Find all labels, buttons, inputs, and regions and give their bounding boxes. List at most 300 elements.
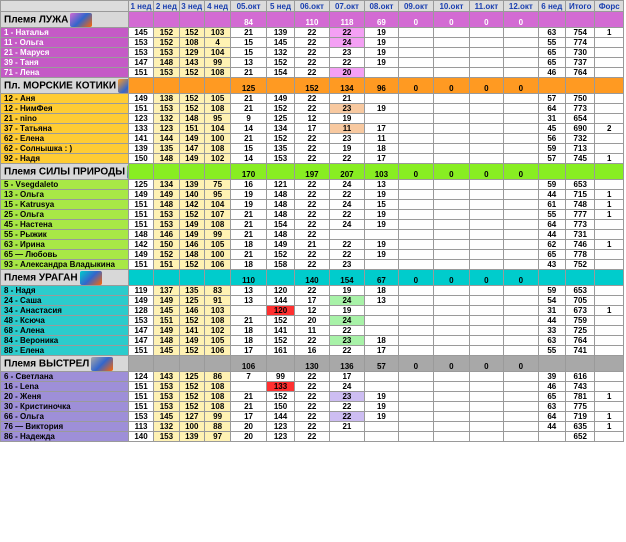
member-row <box>1 94 624 104</box>
score-cell: 22 <box>329 210 365 220</box>
score-cell <box>469 326 503 336</box>
score-cell: 22 <box>295 220 329 230</box>
score-cell: 152 <box>266 134 294 144</box>
score-cell: 24 <box>329 296 365 306</box>
score-cell: 145 <box>154 412 179 422</box>
team-total-cell <box>154 356 179 372</box>
score-cell: 13 <box>231 58 267 68</box>
score-cell: 19 <box>365 240 398 250</box>
score-cell: 22 <box>329 402 365 412</box>
member-row <box>1 38 624 48</box>
column-header: 06.окт <box>295 1 329 12</box>
team-logo-icon <box>91 357 113 371</box>
team-title: Племя СИЛЫ ПРИРОДЫ <box>4 166 125 178</box>
team-title: Племя УРАГАН <box>4 272 78 284</box>
score-cell <box>398 114 434 124</box>
score-cell: 83 <box>204 286 230 296</box>
score-cell: 148 <box>154 154 179 164</box>
score-cell: 20 <box>329 68 365 78</box>
member-name: 93 - Александра Владыкина <box>1 260 129 270</box>
score-cell: 777 <box>566 210 595 220</box>
column-header: 09.окт <box>398 1 434 12</box>
score-cell <box>504 240 538 250</box>
member-row <box>1 372 624 382</box>
score-cell: 152 <box>266 336 294 346</box>
score-cell: 17 <box>365 124 398 134</box>
score-cell: 24 <box>329 316 365 326</box>
score-cell: 152 <box>179 210 204 220</box>
score-cell: 151 <box>128 200 153 210</box>
score-cell <box>504 260 538 270</box>
score-cell: 22 <box>329 326 365 336</box>
member-name: 11 - Ольга <box>1 38 129 48</box>
member-name: 76 — Виктория <box>1 422 129 432</box>
score-cell: 21 <box>231 220 267 230</box>
score-cell: 17 <box>295 296 329 306</box>
score-cell: 141 <box>179 326 204 336</box>
member-name: 24 - Саша <box>1 296 129 306</box>
score-cell: 103 <box>204 28 230 38</box>
member-name: 20 - Женя <box>1 392 129 402</box>
score-cell: 113 <box>128 422 153 432</box>
score-cell <box>365 260 398 270</box>
score-cell <box>434 58 470 68</box>
team-total-cell <box>128 164 153 180</box>
score-cell <box>469 68 503 78</box>
team-total-cell <box>566 78 595 94</box>
score-cell: 19 <box>365 190 398 200</box>
score-cell: 778 <box>566 250 595 260</box>
score-cell: 22 <box>295 104 329 114</box>
score-cell: 737 <box>566 58 595 68</box>
team-header-row <box>1 12 624 28</box>
score-cell: 55 <box>538 346 565 356</box>
member-row <box>1 346 624 356</box>
member-name: 12 - НимФея <box>1 104 129 114</box>
score-cell <box>365 326 398 336</box>
score-cell: 152 <box>266 392 294 402</box>
score-cell: 152 <box>154 28 179 38</box>
score-cell: 95 <box>204 114 230 124</box>
team-total-cell <box>566 12 595 28</box>
member-name: 25 - Ольга <box>1 210 129 220</box>
score-cell: 31 <box>538 306 565 316</box>
score-cell: 14 <box>231 124 267 134</box>
score-cell: 134 <box>154 180 179 190</box>
score-cell: 773 <box>566 104 595 114</box>
score-cell <box>365 432 398 442</box>
score-cell: 108 <box>204 402 230 412</box>
score-cell <box>231 382 267 392</box>
team-title: Племя ВЫСТРЕЛ <box>4 358 90 370</box>
score-cell: 22 <box>295 372 329 382</box>
score-cell <box>434 114 470 124</box>
score-cell: 91 <box>204 296 230 306</box>
member-row <box>1 326 624 336</box>
score-cell: 21 <box>231 402 267 412</box>
team-total-cell: 0 <box>434 270 470 286</box>
member-row <box>1 104 624 114</box>
score-cell: 22 <box>295 412 329 422</box>
score-cell: 104 <box>204 48 230 58</box>
score-cell <box>469 372 503 382</box>
score-cell: 148 <box>179 250 204 260</box>
score-cell: 135 <box>154 144 179 154</box>
team-total-cell: 0 <box>504 356 538 372</box>
score-cell <box>504 200 538 210</box>
score-cell: 134 <box>266 124 294 134</box>
member-row <box>1 336 624 346</box>
team-total-cell: 154 <box>329 270 365 286</box>
score-cell <box>595 94 624 104</box>
score-cell: 54 <box>538 296 565 306</box>
score-cell: 144 <box>154 134 179 144</box>
column-header: 12.окт <box>504 1 538 12</box>
score-cell: 17 <box>365 346 398 356</box>
score-cell <box>398 180 434 190</box>
score-cell <box>504 38 538 48</box>
score-cell: 148 <box>266 190 294 200</box>
score-cell: 635 <box>566 422 595 432</box>
score-cell <box>398 316 434 326</box>
score-cell <box>504 422 538 432</box>
score-cell <box>434 134 470 144</box>
score-cell: 22 <box>329 346 365 356</box>
team-total-cell: 0 <box>469 164 503 180</box>
score-cell: 44 <box>538 316 565 326</box>
score-cell <box>469 180 503 190</box>
member-row <box>1 412 624 422</box>
member-row <box>1 180 624 190</box>
score-cell: 11 <box>295 326 329 336</box>
score-cell: 19 <box>231 200 267 210</box>
score-cell: 125 <box>266 114 294 124</box>
score-cell <box>595 346 624 356</box>
score-cell: 104 <box>204 200 230 210</box>
score-cell <box>434 346 470 356</box>
team-total-cell: 197 <box>295 164 329 180</box>
member-row <box>1 402 624 412</box>
score-cell: 149 <box>179 134 204 144</box>
column-header: 3 нед <box>179 1 204 12</box>
score-cell <box>469 58 503 68</box>
team-total-cell <box>538 78 565 94</box>
team-total-cell <box>595 12 624 28</box>
score-cell: 142 <box>128 240 153 250</box>
team-total-cell <box>179 78 204 94</box>
score-cell <box>595 114 624 124</box>
score-cell <box>398 286 434 296</box>
score-cell: 12 <box>295 306 329 316</box>
score-cell: 152 <box>266 316 294 326</box>
score-cell: 108 <box>204 144 230 154</box>
score-cell: 22 <box>295 336 329 346</box>
score-cell: 99 <box>266 372 294 382</box>
score-cell: 21 <box>231 316 267 326</box>
score-cell <box>469 230 503 240</box>
score-cell: 1 <box>595 154 624 164</box>
score-cell: 65 <box>538 392 565 402</box>
score-cell <box>365 422 398 432</box>
score-cell: 105 <box>204 240 230 250</box>
column-header: 1 нед <box>128 1 153 12</box>
score-cell: 22 <box>295 286 329 296</box>
score-cell: 21 <box>231 68 267 78</box>
score-cell: 152 <box>179 316 204 326</box>
score-cell: 153 <box>154 382 179 392</box>
score-cell: 152 <box>179 104 204 114</box>
team-total-cell: 0 <box>504 164 538 180</box>
score-cell: 1 <box>595 306 624 316</box>
score-cell: 107 <box>204 210 230 220</box>
score-cell: 9 <box>231 114 267 124</box>
score-cell <box>434 144 470 154</box>
score-cell: 18 <box>365 336 398 346</box>
score-cell: 719 <box>566 412 595 422</box>
score-cell: 21 <box>329 94 365 104</box>
score-cell <box>398 68 434 78</box>
score-cell: 144 <box>266 296 294 306</box>
team-name <box>1 12 129 28</box>
score-cell: 100 <box>179 422 204 432</box>
score-cell: 33 <box>538 326 565 336</box>
score-cell: 153 <box>128 316 153 326</box>
score-cell <box>595 144 624 154</box>
score-cell: 17 <box>231 412 267 422</box>
score-cell <box>469 432 503 442</box>
member-name: 30 - Кристиночка <box>1 402 129 412</box>
score-cell: 133 <box>128 124 153 134</box>
score-cell <box>469 402 503 412</box>
score-cell: 100 <box>204 134 230 144</box>
score-cell <box>434 200 470 210</box>
score-cell: 22 <box>295 402 329 412</box>
score-cell: 24 <box>329 180 365 190</box>
score-cell: 46 <box>538 68 565 78</box>
member-row <box>1 68 624 78</box>
score-cell: 22 <box>329 240 365 250</box>
score-cell: 731 <box>566 230 595 240</box>
score-cell: 754 <box>566 28 595 38</box>
score-cell <box>504 58 538 68</box>
score-cell: 153 <box>154 392 179 402</box>
score-cell <box>504 210 538 220</box>
score-cell: 153 <box>154 68 179 78</box>
score-cell: 1 <box>595 210 624 220</box>
score-cell <box>398 306 434 316</box>
score-cell: 19 <box>365 402 398 412</box>
score-cell: 108 <box>179 38 204 48</box>
score-cell: 22 <box>329 250 365 260</box>
score-cell <box>398 104 434 114</box>
score-cell: 23 <box>329 104 365 114</box>
score-cell: 1 <box>595 200 624 210</box>
member-row <box>1 392 624 402</box>
member-name: 45 - Настена <box>1 220 129 230</box>
team-logo-icon <box>118 79 128 93</box>
score-cell: 62 <box>538 240 565 250</box>
score-cell: 125 <box>128 180 153 190</box>
member-name: 16 - Lena <box>1 382 129 392</box>
score-cell: 22 <box>295 48 329 58</box>
score-cell: 750 <box>566 94 595 104</box>
score-cell: 22 <box>295 250 329 260</box>
score-cell: 141 <box>128 134 153 144</box>
team-total-cell: 0 <box>398 78 434 94</box>
team-total-cell: 125 <box>231 78 267 94</box>
score-cell: 152 <box>154 250 179 260</box>
score-cell: 105 <box>204 94 230 104</box>
team-total-cell <box>595 78 624 94</box>
team-total-cell: 0 <box>469 270 503 286</box>
score-cell: 151 <box>128 210 153 220</box>
score-cell: 147 <box>179 144 204 154</box>
member-row <box>1 296 624 306</box>
score-cell: 45 <box>538 124 565 134</box>
column-header: 05.окт <box>231 1 267 12</box>
score-cell: 725 <box>566 326 595 336</box>
score-cell <box>469 48 503 58</box>
score-cell: 95 <box>204 190 230 200</box>
score-cell <box>398 38 434 48</box>
team-total-cell <box>538 164 565 180</box>
score-cell: 23 <box>329 260 365 270</box>
team-total-cell <box>566 164 595 180</box>
score-cell: 21 <box>231 134 267 144</box>
score-cell: 108 <box>204 382 230 392</box>
score-cell: 22 <box>295 392 329 402</box>
score-cell: 151 <box>128 392 153 402</box>
score-cell: 128 <box>128 306 153 316</box>
team-total-cell: 0 <box>469 356 503 372</box>
member-row <box>1 306 624 316</box>
team-title: Племя ЛУЖА <box>4 14 69 26</box>
score-cell <box>504 346 538 356</box>
team-total-cell: 152 <box>295 78 329 94</box>
score-cell: 147 <box>128 336 153 346</box>
score-cell <box>434 382 470 392</box>
team-total-cell <box>179 270 204 286</box>
team-total-cell <box>128 78 153 94</box>
score-cell <box>398 230 434 240</box>
score-cell: 21 <box>231 210 267 220</box>
team-total-cell <box>595 164 624 180</box>
score-cell: 135 <box>266 144 294 154</box>
score-cell <box>398 412 434 422</box>
score-cell: 154 <box>266 220 294 230</box>
score-cell <box>504 412 538 422</box>
score-cell <box>504 382 538 392</box>
score-cell: 151 <box>154 316 179 326</box>
score-cell: 158 <box>266 260 294 270</box>
score-cell <box>469 200 503 210</box>
score-cell: 673 <box>566 306 595 316</box>
score-cell: 22 <box>295 38 329 48</box>
score-cell: 44 <box>538 190 565 200</box>
team-total-cell <box>204 164 230 180</box>
member-name: 55 - Рыжик <box>1 230 129 240</box>
member-row <box>1 382 624 392</box>
score-cell: 145 <box>266 38 294 48</box>
column-header: 11.окт <box>469 1 503 12</box>
score-cell: 18 <box>231 336 267 346</box>
score-cell: 151 <box>128 220 153 230</box>
score-cell: 56 <box>538 134 565 144</box>
score-cell: 19 <box>365 210 398 220</box>
score-cell: 1 <box>595 412 624 422</box>
score-cell: 108 <box>204 392 230 402</box>
score-cell <box>434 296 470 306</box>
member-row <box>1 432 624 442</box>
score-cell: 21 <box>295 240 329 250</box>
score-cell <box>398 402 434 412</box>
column-header: 5 нед <box>266 1 294 12</box>
score-cell: 151 <box>128 260 153 270</box>
team-total-cell: 103 <box>365 164 398 180</box>
score-cell <box>595 402 624 412</box>
score-cell: 773 <box>566 220 595 230</box>
score-cell: 15 <box>231 144 267 154</box>
score-cell <box>365 306 398 316</box>
score-cell: 124 <box>128 372 153 382</box>
score-cell: 12 <box>295 114 329 124</box>
score-cell <box>504 230 538 240</box>
score-cell: 20 <box>231 432 267 442</box>
score-cell <box>398 326 434 336</box>
score-cell: 2 <box>595 124 624 134</box>
score-cell: 730 <box>566 48 595 58</box>
score-cell <box>504 372 538 382</box>
score-cell: 55 <box>538 210 565 220</box>
score-cell: 715 <box>566 190 595 200</box>
score-cell: 7 <box>231 372 267 382</box>
score-cell <box>398 154 434 164</box>
score-cell: 11 <box>365 134 398 144</box>
column-header: 2 нед <box>154 1 179 12</box>
score-cell: 104 <box>204 124 230 134</box>
score-cell: 129 <box>179 48 204 58</box>
score-cell <box>504 134 538 144</box>
score-cell <box>504 286 538 296</box>
score-cell <box>595 230 624 240</box>
score-cell: 139 <box>179 180 204 190</box>
team-total-cell <box>154 270 179 286</box>
score-cell: 18 <box>231 260 267 270</box>
score-cell <box>469 306 503 316</box>
score-cell: 149 <box>154 326 179 336</box>
score-cell: 105 <box>204 336 230 346</box>
member-row <box>1 28 624 38</box>
score-cell: 764 <box>566 68 595 78</box>
score-cell: 732 <box>566 134 595 144</box>
member-name: 1 - Наталья <box>1 28 129 38</box>
team-total-cell <box>566 270 595 286</box>
score-cell: 151 <box>128 346 153 356</box>
member-row <box>1 260 624 270</box>
member-name: 37 - Татьяна <box>1 124 129 134</box>
score-cell: 149 <box>128 190 153 200</box>
score-cell: 153 <box>128 38 153 48</box>
score-cell: 152 <box>179 28 204 38</box>
score-cell: 22 <box>295 210 329 220</box>
team-total-cell: 0 <box>398 12 434 28</box>
score-cell: 65 <box>538 48 565 58</box>
score-cell: 15 <box>231 38 267 48</box>
score-cell <box>504 392 538 402</box>
score-cell: 140 <box>179 190 204 200</box>
team-total-cell: 96 <box>365 78 398 94</box>
score-cell: 123 <box>266 432 294 442</box>
